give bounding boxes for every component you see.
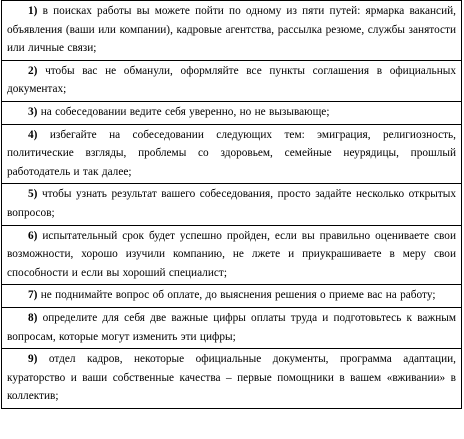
tip-text: определите для себя две важные цифры оплаты труда и подготовьтесь к важным вопросам, которые могут изменить эти цифры; <box>7 311 456 343</box>
tip-text: избегайте на собеседовании следующих тем: эмиграция, религиозность, политические взгляды, проблемы со здоровьем, семейные неурядицы, прошлый работодатель и так далее; <box>7 128 456 178</box>
tip-cell <box>2 101 462 124</box>
tip-number: 4) <box>28 128 38 141</box>
tip-number: 2) <box>28 64 38 77</box>
tip-number: 6) <box>28 229 38 242</box>
tip-row <box>2 285 462 308</box>
tip-text: не поднимайте вопрос об оплате, до выяснения решения о приеме вас на работу; <box>37 289 436 302</box>
tip-row <box>2 1 462 61</box>
tip-row <box>2 184 462 225</box>
tip-cell <box>2 349 462 409</box>
tip-cell <box>2 60 462 101</box>
tip-cell <box>2 307 462 348</box>
tip-text: на собеседовании ведите себя уверенно, но не вызывающе; <box>37 105 330 118</box>
tip-cell <box>2 285 462 308</box>
tip-text: чтобы вас не обманули, оформляйте все пункты соглашения в официальных документах; <box>7 64 456 96</box>
tip-number: 8) <box>28 311 38 324</box>
tip-number: 3) <box>28 105 38 118</box>
tips-table-body <box>2 1 462 409</box>
tip-text: в поисках работы вы можете пойти по одному из пяти путей: ярмарка вакансий, объявления (ваши или компании), кадровые агентства, рассылка резюме, службы занятости или личные связи; <box>7 5 456 55</box>
tip-text: испытательный срок будет успешно пройден, если вы правильно оцениваете свои возможности, хорошо изучили компанию, не лжете и приукрашиваете в меру свои способности и если вы хороший специалист; <box>7 229 456 279</box>
tip-number: 1) <box>28 5 38 17</box>
tip-cell <box>2 1 462 61</box>
tip-number: 5) <box>28 188 38 201</box>
tip-text: отдел кадров, некоторые официальные документы, программа адаптации, кураторство и ваши собственные качества – первые помощники в вашем «вживании» в коллектив; <box>7 353 456 403</box>
tip-row <box>2 307 462 348</box>
tip-cell <box>2 184 462 225</box>
tip-cell <box>2 225 462 285</box>
tip-text: чтобы узнать результат вашего собеседования, просто задайте несколько открытых вопросов; <box>7 188 456 219</box>
tip-row <box>2 101 462 124</box>
tip-row <box>2 349 462 409</box>
tip-number: 9) <box>28 353 38 366</box>
tip-number: 7) <box>28 289 38 302</box>
tip-cell <box>2 124 462 184</box>
tips-table <box>1 0 462 409</box>
tip-row <box>2 124 462 184</box>
tip-row <box>2 225 462 285</box>
tip-row <box>2 60 462 101</box>
